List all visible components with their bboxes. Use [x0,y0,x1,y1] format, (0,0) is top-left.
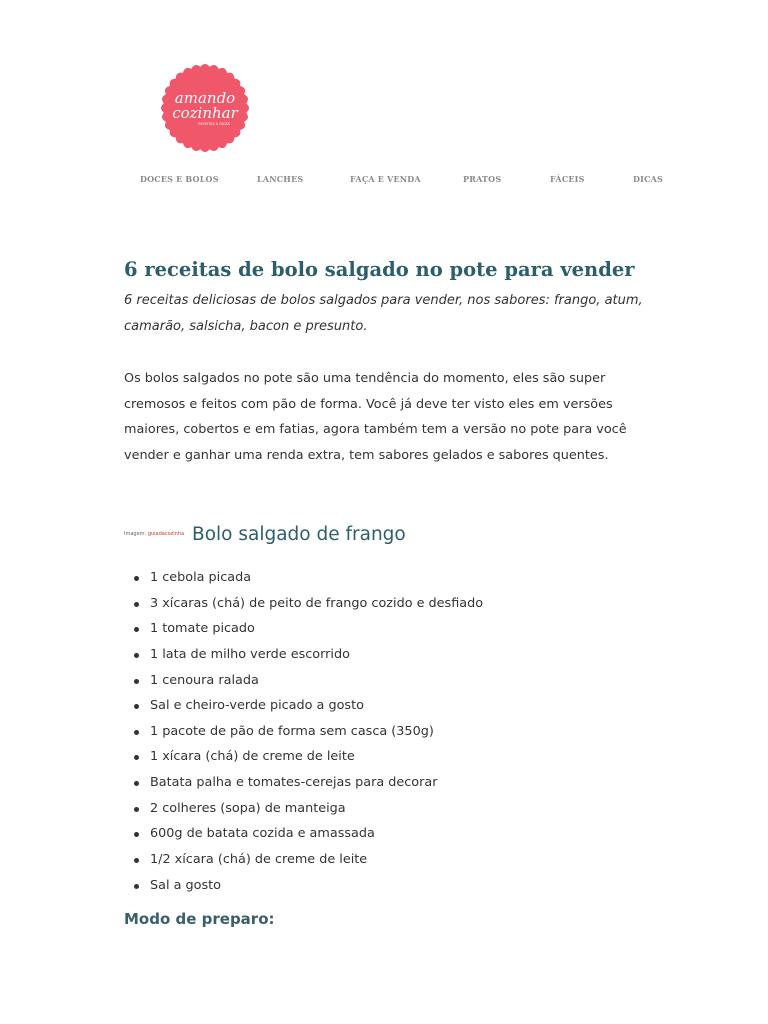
ingredient-item: Batata palha e tomates-cerejas para decorar [124,770,483,796]
ingredient-item: Sal a gosto [124,873,483,899]
ingredient-item: Sal e cheiro-verde picado a gosto [124,693,483,719]
ingredient-item: 600g de batata cozida e amassada [124,821,483,847]
nav-item-doces-e-bolos[interactable]: DOCES E BOLOS [140,174,219,184]
main-nav [0,174,768,186]
logo-text-line2: cozinhar [172,104,238,122]
ingredient-item: 1 tomate picado [124,616,483,642]
nav-item-faca-e-venda[interactable]: FAÇA E VENDA [350,174,421,184]
ingredient-item: 1 lata de milho verde escorrido [124,642,483,668]
ingredient-item: 1 cebola picada [124,565,483,591]
image-credit [124,531,184,537]
ingredient-list [124,565,483,898]
method-title: Modo de preparo: [124,910,275,928]
ingredient-item: 1 cenoura ralada [124,668,483,694]
ingredient-item: 1 pacote de pão de forma sem casca (350g) [124,719,483,745]
ingredient-item: 3 xícaras (chá) de peito de frango cozido e desfiado [124,591,483,617]
section-title: Bolo salgado de frango [192,524,406,545]
article-intro: Os bolos salgados no pote são uma tendência do momento, eles são super cremosos e feitos com pão de forma. Você já deve ter visto eles em versões maiores, cobertos e em fatias, agora também tem a versão no pote para você vender e ganhar uma renda extra, tem sabores gelados e sabores quentes. [124,371,627,463]
image-credit-link[interactable]: guiadacozinha [147,531,185,537]
logo-badge [156,62,254,154]
nav-item-dicas[interactable]: DICAS [633,174,664,184]
nav-item-lanches[interactable]: LANCHES [257,174,304,184]
nav-item-faceis[interactable]: FÁCEIS [550,174,585,184]
nav-item-pratos[interactable]: PRATOS [463,174,502,184]
article-title: 6 receitas de bolo salgado no pote para vender [124,258,635,281]
logo-text-line1: amando [174,89,236,107]
ingredient-item: 1 xícara (chá) de creme de leite [124,744,483,770]
ingredient-item: 1/2 xícara (chá) de creme de leite [124,847,483,873]
article-subtitle: 6 receitas deliciosas de bolos salgados para vender, nos sabores: frango, atum, camarão, salsicha, bacon e presunto. [124,293,643,334]
ingredient-item: 2 colheres (sopa) de manteiga [124,796,483,822]
image-credit-label: Imagem: [124,531,147,537]
logo-tagline: RECEITAS & DICAS [198,122,230,126]
site-logo[interactable] [156,62,254,154]
